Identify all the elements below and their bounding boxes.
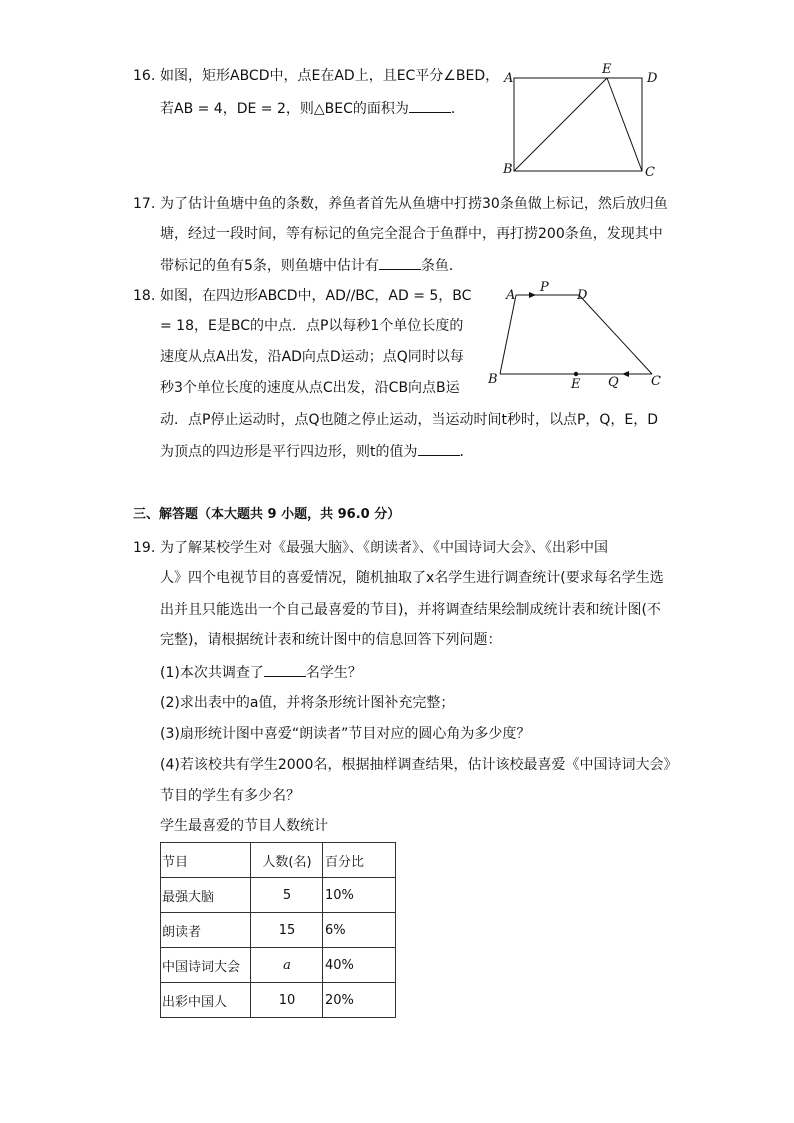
table-cell: 15 — [251, 913, 323, 948]
q18-answer-blank[interactable] — [418, 441, 460, 456]
q19-sub3: (3)扇形统计图中喜爱“朗读者”节目对应的圆心角为多少度？ — [160, 726, 531, 742]
label-e: E — [602, 62, 612, 77]
label-a: A — [506, 288, 516, 303]
arrow-q-left-icon — [622, 371, 629, 377]
q19-number: 19. — [133, 540, 156, 556]
table-cell: 朗读者 — [161, 913, 251, 948]
q19-text-line2: 人》四个电视节目的喜爱情况，随机抽取了x名学生进行调查统计(要求每名学生选 — [160, 570, 664, 586]
label-c: C — [645, 165, 655, 180]
table-header-cell: 人数(名) — [251, 843, 323, 878]
q16-text-line2a: 若AB = 4，DE = 2，则△BEC的面积为 — [160, 101, 409, 117]
label-p: P — [540, 280, 549, 295]
table-header-row — [161, 843, 396, 878]
table-cell: 20% — [323, 983, 396, 1018]
q19-sub2: (2)求出表中的a值，并将条形统计图补充完整； — [160, 695, 455, 711]
q18-text-line3: 速度从点A出发，沿AD向点D运动；点Q同时以每 — [160, 349, 464, 365]
q17-text-line2: 塘，经过一段时间，等有标记的鱼完全混合于鱼群中，再打捞200条鱼，发现其中 — [160, 226, 663, 242]
table-cell: 出彩中国人 — [161, 983, 251, 1018]
q16-number: 16. — [133, 68, 156, 84]
stats-table — [160, 842, 396, 1018]
rectangle-abcd — [514, 78, 642, 171]
q17-text-line3b: 条鱼． — [420, 258, 463, 274]
q17-text-line3 — [160, 255, 463, 276]
segment-dc — [579, 295, 652, 374]
q19-sub4b: 节目的学生有多少名？ — [160, 788, 300, 804]
table-row — [161, 983, 396, 1018]
q17-text-line3a: 带标记的鱼有5条，则鱼塘中估计有 — [160, 258, 379, 274]
q18-text-line5: 动．点P停止运动时，点Q也随之停止运动，当运动时间t秒时，以点P，Q，E，D — [160, 412, 659, 428]
table-cell: 中国诗词大会 — [161, 948, 251, 983]
table-row — [161, 913, 396, 948]
q16-text-line1: 如图，矩形ABCD中，点E在AD上，且EC平分∠BED， — [160, 68, 500, 84]
q18-text-line1: 如图，在四边形ABCD中，AD//BC，AD = 5，BC — [160, 288, 472, 304]
label-d: D — [577, 288, 588, 303]
q16-answer-blank[interactable] — [409, 98, 451, 113]
q19-sub1 — [160, 662, 362, 683]
segment-be — [514, 78, 607, 171]
q19-sub4: (4)若该校共有学生2000名，根据抽样调查结果，估计该校最喜爱《中国诗词大会》 — [160, 757, 678, 773]
q18-text-line6b: ． — [459, 444, 474, 460]
q19-text-line4: 完整)，请根据统计表和统计图中的信息回答下列问题： — [160, 632, 502, 648]
label-a: A — [504, 71, 514, 86]
q19-sub1a: (1)本次共调查了 — [160, 665, 264, 681]
table-cell: a — [251, 948, 323, 983]
table-cell: 6% — [323, 913, 396, 948]
q16-text-line2b: ． — [450, 101, 465, 117]
q18-text-line6 — [160, 441, 474, 462]
table-header-cell: 百分比 — [323, 843, 396, 878]
point-e-dot — [574, 372, 578, 376]
q19-text-line3: 出并且只能选出一个自己最喜爱的节目)，并将调查结果绘制成统计表和统计图(不 — [160, 602, 661, 618]
q17-answer-blank[interactable] — [379, 255, 421, 270]
q18-text-line4: 秒3个单位长度的速度从点C出发，沿CB向点B运 — [160, 380, 460, 396]
q17-text-line1: 为了估计鱼塘中鱼的条数，养鱼者首先从鱼塘中打捞30条鱼做上标记，然后放归鱼 — [160, 196, 668, 212]
q18-trapezoid-figure — [484, 278, 669, 390]
q16-rectangle-figure — [500, 60, 670, 182]
q19-sub1b: 名学生？ — [305, 665, 362, 681]
label-c: C — [651, 374, 661, 389]
table-row — [161, 878, 396, 913]
q18-text-line6a: 为顶点的四边形是平行四边形，则t的值为 — [160, 444, 418, 460]
q19-table-title: 学生最喜爱的节目人数统计 — [160, 818, 328, 834]
q19-text-line1: 为了解某校学生对《最强大脑》、《朗读者》、《中国诗词大会》、《出彩中国 — [160, 540, 608, 556]
segment-ec — [607, 78, 642, 171]
table-cell: 10% — [323, 878, 396, 913]
label-b: B — [503, 162, 513, 177]
q17-number: 17. — [133, 196, 156, 212]
section-title: 三、解答题（本大题共 9 小题，共 96.0 分） — [133, 507, 401, 522]
q16-text-line2 — [160, 98, 465, 119]
table-cell: 40% — [323, 948, 396, 983]
table-row — [161, 948, 396, 983]
q18-number: 18. — [133, 288, 156, 304]
table-cell: 5 — [251, 878, 323, 913]
table-header-cell: 节目 — [161, 843, 251, 878]
table-cell: 10 — [251, 983, 323, 1018]
segment-ab — [500, 295, 516, 374]
q18-text-line2: = 18，E是BC的中点．点P以每秒1个单位长度的 — [160, 318, 464, 334]
table-cell: 最强大脑 — [161, 878, 251, 913]
label-q: Q — [608, 375, 619, 390]
arrow-p-right-icon — [529, 292, 536, 298]
label-d: D — [647, 71, 658, 86]
label-b: B — [488, 372, 498, 387]
label-e: E — [571, 377, 581, 390]
q19-answer-blank[interactable] — [264, 662, 306, 677]
